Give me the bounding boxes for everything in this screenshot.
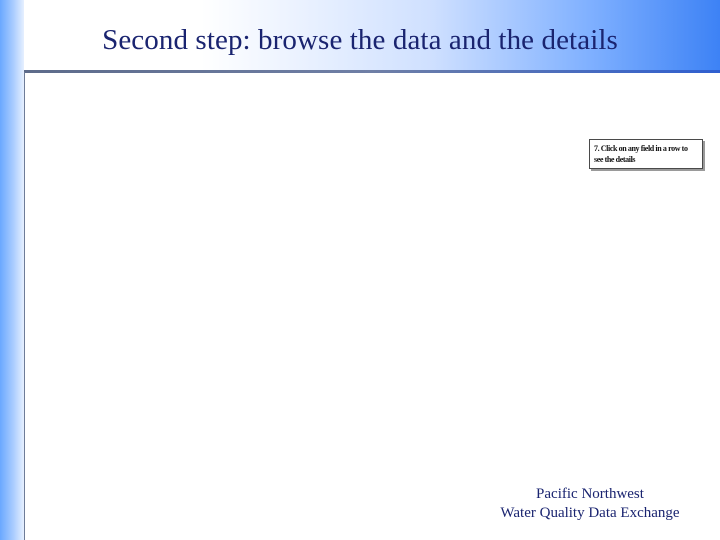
content-left-border [24, 72, 25, 540]
slide-title: Second step: browse the data and the details [102, 24, 618, 56]
footer-line-2: Water Quality Data Exchange [500, 505, 680, 521]
title-divider [24, 70, 720, 73]
instruction-callout: 7. Click on any field in a row to see the details [589, 139, 703, 169]
footer [468, 485, 712, 523]
left-accent-bar [0, 0, 24, 540]
footer-line-1: Pacific Northwest [536, 486, 644, 502]
